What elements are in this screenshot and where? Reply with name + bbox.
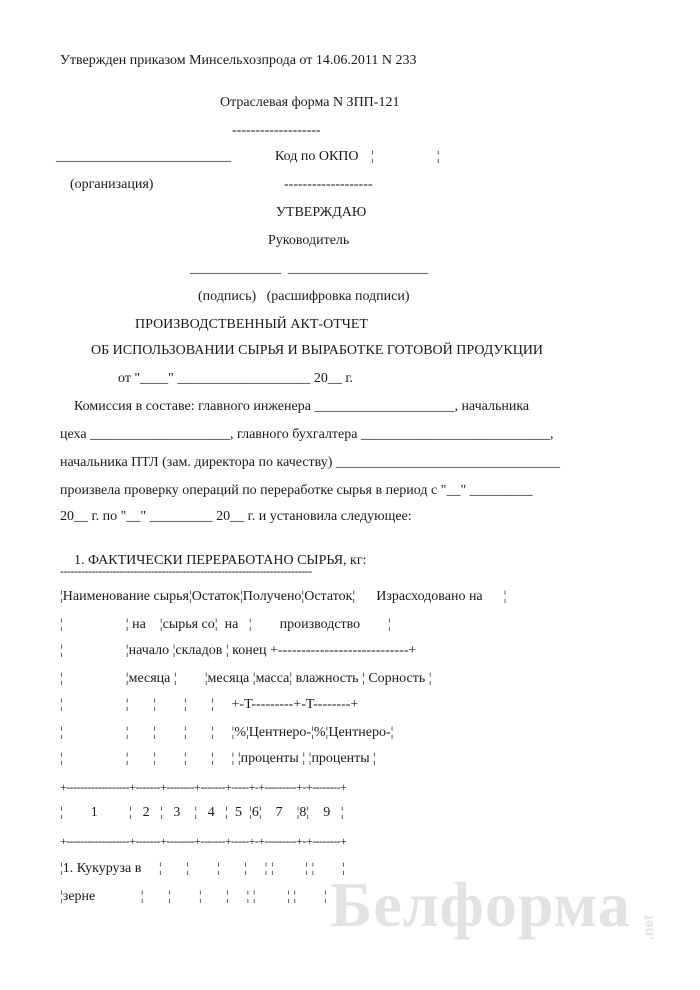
approve-title: УТВЕРЖДАЮ xyxy=(276,205,367,220)
table-line: ¦зерне ¦ ¦ ¦ ¦ ¦ ¦ ¦ ¦ ¦ xyxy=(60,889,327,904)
table-line: ¦ ¦месяца ¦ ¦месяца ¦масса¦ влажность ¦ Сорность ¦ xyxy=(60,671,432,686)
watermark-logo: Белформа xyxy=(330,869,631,940)
organization-line: _________________________ xyxy=(56,149,231,164)
table-line: ¦ ¦ ¦ ¦ ¦ +-T---------+-T--------+ xyxy=(60,697,359,712)
okpo-label: Код по ОКПО xyxy=(275,149,359,164)
watermark-domain: .net xyxy=(640,915,656,940)
table-line: ¦ ¦ ¦ ¦ ¦ ¦ ¦проценты ¦ ¦проценты ¦ xyxy=(60,751,376,766)
approval-order-reference: Утвержден приказом Минсельхозпрода от 14.06.2011 N 233 xyxy=(60,53,417,68)
section-heading-text: 1. ФАКТИЧЕСКИ ПЕРЕРАБОТАНО СЫРЬЯ xyxy=(74,553,344,568)
table-line: ¦ ¦ ¦ ¦ ¦ ¦%¦Центнеро-¦%¦Центнеро-¦ xyxy=(60,725,394,740)
organization-label: (организация) xyxy=(70,177,154,192)
approver-role: Руководитель xyxy=(268,233,350,248)
table-line: +------------------+-------+--------+-------+-----+-+---------+-+--------+ xyxy=(60,834,347,848)
act-title: ПРОИЗВОДСТВЕННЫЙ АКТ-ОТЧЕТ xyxy=(135,317,368,332)
form-divider: ------------------- xyxy=(232,123,321,138)
table-line: ¦ ¦ на ¦сырья со¦ на ¦ производство ¦ xyxy=(60,617,391,632)
okpo-divider: ------------------- xyxy=(284,177,373,192)
table-line: ¦ 1 ¦ 2 ¦ 3 ¦ 4 ¦ 5 ¦6¦ 7 ¦8¦ 9 ¦ xyxy=(60,805,344,820)
section-heading-unit: , кг: xyxy=(343,553,367,568)
form-name: Отраслевая форма N ЗПП-121 xyxy=(220,95,400,110)
signature-lines: _____________ ____________________ xyxy=(190,261,428,276)
table-line: ¦1. Кукуруза в ¦ ¦ ¦ ¦ ¦ ¦ ¦ ¦ ¦ xyxy=(60,861,346,876)
signature-labels: (подпись) (расшифровка подписи) xyxy=(198,289,410,304)
table-line: +------------------+-------+--------+-------+-----+-+---------+-+--------+ xyxy=(60,780,347,794)
table-line: ¦Наименование сырья¦Остаток¦Получено¦Остаток¦ Израсходовано на ¦ xyxy=(60,589,507,604)
commission-line-4: произвела проверку операций по переработке сырья в период с "__" _________ xyxy=(60,483,533,498)
commission-line-3: начальника ПТЛ (зам. директора по качеству) ________________________________ xyxy=(60,455,560,470)
act-date-line: от "____" ___________________ 20__ г. xyxy=(118,371,354,386)
okpo-code-box: ¦ ¦ xyxy=(371,149,440,164)
commission-line-1: Комиссия в составе: главного инженера ____________________, начальника xyxy=(74,399,530,414)
table-line: ------------------------------------------------------------------------ xyxy=(60,564,312,578)
act-subtitle: ОБ ИСПОЛЬЗОВАНИИ СЫРЬЯ И ВЫРАБОТКЕ ГОТОВОЙ ПРОДУКЦИИ xyxy=(91,343,544,358)
commission-line-5: 20__ г. по "__" _________ 20__ г. и установила следующее: xyxy=(60,509,412,524)
table-line: ¦ ¦начало ¦складов ¦ конец +----------------------------+ xyxy=(60,643,417,658)
commission-line-2: цеха ____________________, главного бухгалтера ___________________________, xyxy=(60,427,554,442)
